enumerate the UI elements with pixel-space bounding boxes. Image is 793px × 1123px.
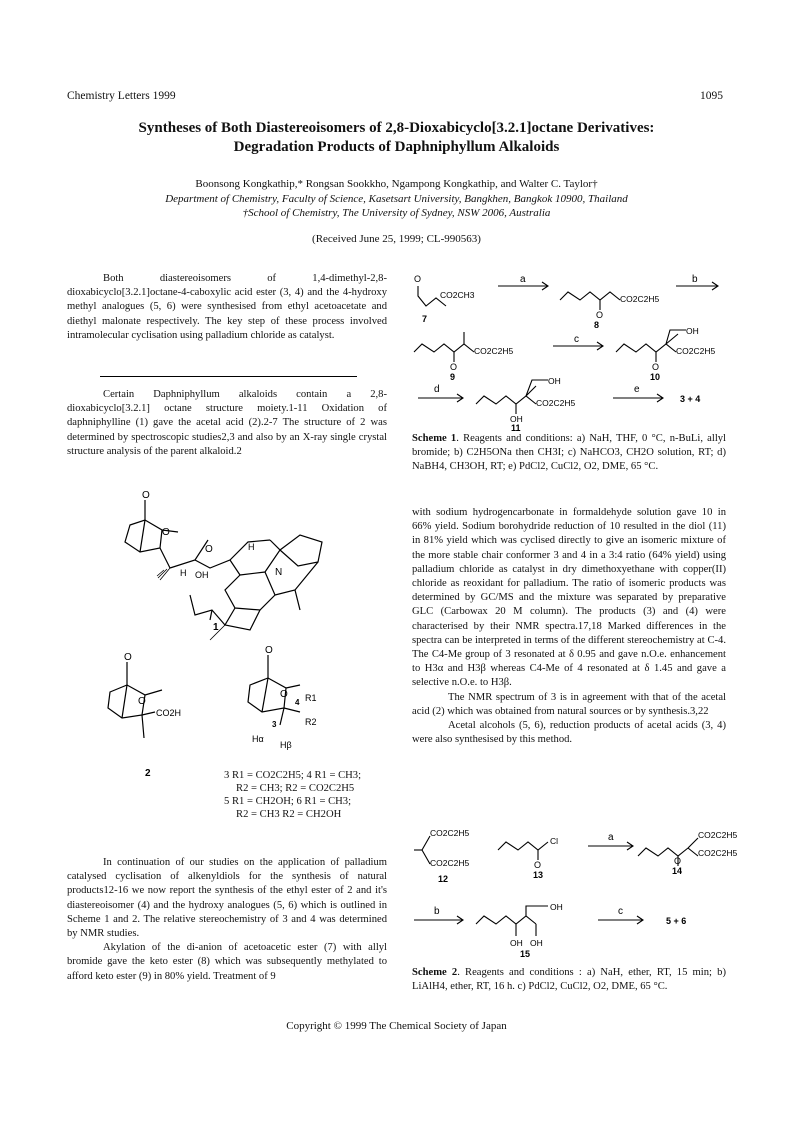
- compound-definitions: [224, 769, 394, 821]
- s2-15-oh-left: OH: [510, 938, 523, 948]
- struct36-c4: 4: [295, 698, 300, 707]
- s1-7-o: O: [414, 274, 422, 284]
- right-para-3: Acetal alcohols (5, 6), reduction products of acetal acids (3, 4) were also synthesised by this method.: [412, 720, 726, 746]
- right-para-2: The NMR spectrum of 3 is in agreement with that of the acetal acid (2) which was obtained from natural sources or by synthesis.3,22: [412, 691, 726, 717]
- right-para-1: with sodium hydrogencarbonate in formaldehyde solution gave 10 in 66% yield. Sodium borohydride reduction of 10 resulted in the diol (11) in 81% yield which was cyclised directly to give an isomeric mixture of the more stable chair conformer 3 and 4 in a 3:4 ratio (64% yield) using palladium chloride as catalyst in dry dimethoxyethane with copper(II) chloride as reoxidant for palladium. The ratio of isomeric products was determined by GC/MS and the mixture was separated by preparative GLC (Carbowax 20 M column). The products (3) and (4) were characterised by their NMR spectra.17,18 Marked differences in the spectra can be interpreted in terms of the different stereochemistry at C-4. The C4-Me group of 3 resonated at δ 0.95 and gave n.O.e. enhancement to H3α and H3β whereas C4-Me of 4 resonated at δ 1.45 and gave a selective n.O.e. to H3β.: [412, 507, 726, 689]
- daphniphylline-structures: [100, 480, 400, 780]
- struct36-o-top: O: [265, 645, 273, 656]
- article-title-line1: Syntheses of Both Diastereoisomers of 2,8-Dioxabicyclo[3.2.1]octane Derivatives:: [138, 120, 655, 136]
- s1-11-oh-bottom: OH: [510, 414, 523, 424]
- intro-paragraph: [67, 388, 387, 459]
- s1-label-9: 9: [450, 372, 456, 382]
- s2-13-o: O: [534, 860, 542, 870]
- struct36-halpha: Hα: [252, 734, 264, 744]
- s1-label-11: 11: [511, 423, 521, 433]
- s2-reagent-a: a: [608, 832, 614, 843]
- s2-14-co2c2h5-bottom: CO2C2H5: [698, 848, 738, 858]
- scheme1-caption-label: Scheme 1: [412, 433, 457, 444]
- author-list: Boonsong Kongkathip,* Rongsan Sookkho, Ngampong Kongkathip, and Walter C. Taylor†: [195, 178, 598, 190]
- continuation-text: In continuation of our studies on the application of palladium catalysed cyclisation of alkenyldiols for the synthesis of natural products12-16 we now report the synthesis of the ethyl ester of 2 and it's diastereoisomer (4) and the hydroxy analogues (5, 6) which is outlined in Scheme 1 and 2. The relative stereochemistry of 3 and 4 was determined by NMR studies.: [67, 857, 387, 940]
- right-column-text: [412, 506, 726, 747]
- s2-12-co2c2h5-top: CO2C2H5: [430, 828, 470, 838]
- affiliation-2: †School of Chemistry, The University of Sydney, NSW 2006, Australia: [242, 207, 551, 219]
- s1-label-8: 8: [594, 320, 600, 330]
- s1-reagent-b: b: [692, 274, 698, 285]
- s1-11-oh-top: OH: [548, 376, 561, 386]
- compound-def-row2a: 5 R1 = CH2OH; 6 R1 = CH3;: [224, 796, 352, 807]
- journal-name: Chemistry Letters 1999: [67, 90, 176, 102]
- struct2-o-ring: O: [138, 696, 146, 707]
- s2-15-oh-mid: OH: [530, 938, 543, 948]
- s1-reagent-d: d: [434, 384, 440, 395]
- struct36-hbeta: Hβ: [280, 740, 292, 750]
- continuation-paragraph: [67, 856, 387, 984]
- struct36-o-ring: O: [280, 689, 288, 700]
- struct2-o-top: O: [124, 652, 132, 663]
- struct2-label: 2: [145, 768, 151, 779]
- s1-7-co2ch3: CO2CH3: [440, 290, 475, 300]
- abstract: [67, 272, 387, 343]
- scheme2-graphic: [408, 820, 738, 960]
- scheme2-caption-label: Scheme 2: [412, 967, 458, 978]
- copyright-footer: Copyright © 1999 The Chemical Society of Japan: [286, 1020, 507, 1032]
- scheme2-caption-text: . Reagents and conditions : a) NaH, ether, RT, 15 min; b) LiAlH4, ether, RT, 16 h. c) PdCl2, CuCl2, O2, DME, 65 °C.: [412, 967, 726, 993]
- struct1-oh: OH: [195, 570, 209, 580]
- s2-12-co2c2h5-bottom: CO2C2H5: [430, 858, 470, 868]
- article-title-line2: Degradation Products of Daphniphyllum Alkaloids: [233, 139, 560, 155]
- s2-14-co2c2h5-top: CO2C2H5: [698, 830, 738, 840]
- s2-label-13: 13: [533, 870, 544, 880]
- s1-label-10: 10: [650, 372, 661, 382]
- s1-10-oh: OH: [686, 326, 699, 336]
- struct36-r1: R1: [305, 693, 317, 703]
- s2-13-cl: Cl: [550, 836, 559, 846]
- s1-9-co2c2h5: CO2C2H5: [474, 346, 514, 356]
- received-date: (Received June 25, 1999; CL-990563): [312, 233, 481, 245]
- s2-label-12: 12: [438, 874, 449, 884]
- s2-products: 5 + 6: [666, 916, 687, 926]
- alkylation-text: Akylation of the di-anion of acetoacetic ester (7) with allyl bromide gave the keto ester (8) which was subsequently methylated to afford keto ester (9) in 80% yield. Treatment of 9: [67, 942, 387, 982]
- struct36-r2: R2: [305, 717, 317, 727]
- compound-def-row2b: R2 = CH3 R2 = CH2OH: [236, 809, 342, 820]
- scheme1-graphic: [408, 268, 726, 433]
- s1-10-o: O: [652, 362, 660, 372]
- s2-reagent-c: c: [618, 906, 623, 917]
- s2-label-14: 14: [672, 866, 683, 876]
- struct36-c3: 3: [272, 720, 277, 729]
- abstract-divider: [100, 376, 357, 377]
- struct1-n: N: [275, 567, 283, 578]
- s1-11-co2c2h5: CO2C2H5: [536, 398, 576, 408]
- scheme2-caption: [412, 966, 726, 994]
- struct1-o-top: O: [142, 490, 150, 501]
- struct2-co2h: CO2H: [156, 708, 182, 718]
- struct1-h-2: H: [248, 542, 255, 552]
- s1-8-co2c2h5: CO2C2H5: [620, 294, 660, 304]
- s1-reagent-e: e: [634, 384, 640, 395]
- s2-reagent-b: b: [434, 906, 440, 917]
- s2-label-15: 15: [520, 949, 531, 959]
- compound-def-row1a: 3 R1 = CO2C2H5; 4 R1 = CH3;: [224, 770, 362, 781]
- affiliation-1: Department of Chemistry, Faculty of Science, Kasetsart University, Bangkhen, Bangkok 10900, Thailand: [165, 193, 628, 205]
- page-number: 1095: [700, 90, 723, 102]
- scheme1-caption: [412, 432, 726, 475]
- struct1-o-carbonyl: O: [205, 544, 213, 555]
- scheme1-caption-text: . Reagents and conditions: a) NaH, THF, 0 °C, n-BuLi, allyl bromide; b) C2H5ONa then CH3I; c) NaHCO3, CH2O solution, RT; d) NaBH4, CH3OH, RT; e) PdCl2, CuCl2, O2, DME, 65 °C.: [412, 433, 727, 473]
- s1-reagent-c: c: [574, 334, 579, 345]
- s2-15-oh-right: OH: [550, 902, 563, 912]
- s1-9-o: O: [450, 362, 458, 372]
- struct1-label: 1: [213, 622, 219, 633]
- s1-8-o: O: [596, 310, 604, 320]
- intro-text: Certain Daphniphyllum alkaloids contain a 2,8-dioxabicyclo[3.2.1] octane structure moiety.1-11 Oxidation of daphniphylline (1) gave the acetal acid (2).2-7 The structure of 2 was determined by spectroscopic studies2,3 and also by an X-ray single crystal structure analysis of the parent alkaloid.2: [67, 389, 387, 457]
- s1-reagent-a: a: [520, 274, 526, 285]
- s1-10-co2c2h5: CO2C2H5: [676, 346, 716, 356]
- compound-def-row1b: R2 = CH3; R2 = CO2C2H5: [236, 783, 355, 794]
- abstract-text: Both diastereoisomers of 1,4-dimethyl-2,8-dioxabicyclo[3.2.1]octane-4-caboxylic acid ester (3, 4) and the 4-hydroxy methyl analogues (5, 6) were synthesised from ethyl acetoacetate and diethyl malonate respectively. The key step of these process involved intramolecular cyclisation using palladium chloride as catalyst.: [67, 273, 387, 341]
- s1-products: 3 + 4: [680, 394, 701, 404]
- struct1-h-1: H: [180, 568, 187, 578]
- s2-14-o: O: [674, 856, 682, 866]
- struct1-o-ring: O: [162, 527, 170, 538]
- s1-label-7: 7: [422, 314, 428, 324]
